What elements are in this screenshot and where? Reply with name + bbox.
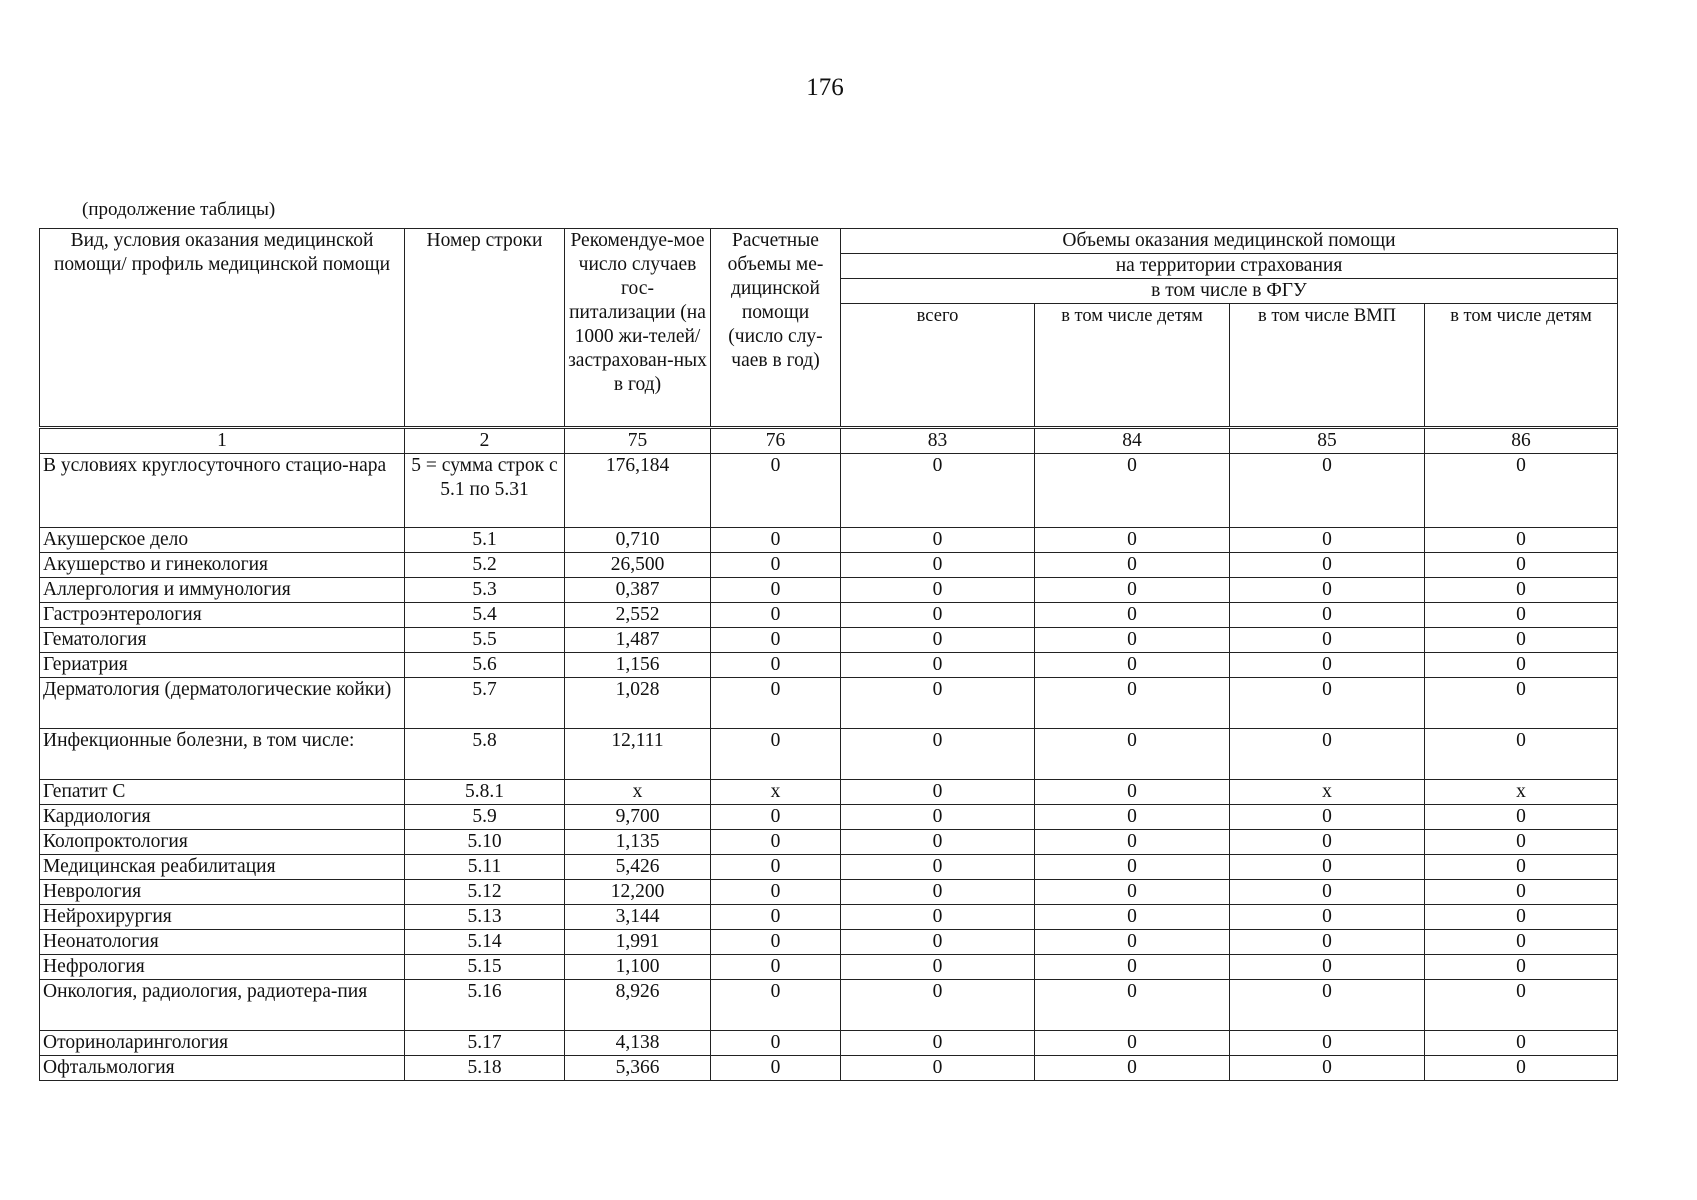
row-c76: 0 xyxy=(711,603,841,628)
row-c76: 0 xyxy=(711,1056,841,1081)
table-row xyxy=(40,603,1618,628)
row-c85: 0 xyxy=(1230,955,1425,980)
row-line: 5.14 xyxy=(405,930,565,955)
volumes-table xyxy=(39,228,1618,1081)
row-line: 5.10 xyxy=(405,830,565,855)
row-c75: 12,200 xyxy=(565,880,711,905)
row-c75: 1,135 xyxy=(565,830,711,855)
row-name: Гериатрия xyxy=(40,653,405,678)
row-c84: 0 xyxy=(1035,855,1230,880)
row-line: 5 = сумма строк с 5.1 по 5.31 xyxy=(405,454,565,528)
row-c76: 0 xyxy=(711,905,841,930)
row-line: 5.4 xyxy=(405,603,565,628)
row-c85: 0 xyxy=(1230,1056,1425,1081)
row-c76: 0 xyxy=(711,805,841,830)
row-c83: 0 xyxy=(841,1056,1035,1081)
row-c85: 0 xyxy=(1230,905,1425,930)
row-name: Дерматология (дерматологические койки) xyxy=(40,678,405,729)
row-c75: 26,500 xyxy=(565,553,711,578)
row-c84: 0 xyxy=(1035,454,1230,528)
table-row xyxy=(40,454,1618,528)
row-line: 5.17 xyxy=(405,1031,565,1056)
row-c86: 0 xyxy=(1425,578,1618,603)
row-c83: 0 xyxy=(841,553,1035,578)
row-c85: 0 xyxy=(1230,653,1425,678)
row-c86: х xyxy=(1425,780,1618,805)
row-c86: 0 xyxy=(1425,1031,1618,1056)
row-name: Акушерское дело xyxy=(40,528,405,553)
row-c84: 0 xyxy=(1035,955,1230,980)
row-c83: 0 xyxy=(841,578,1035,603)
col-num-75: 75 xyxy=(565,428,711,454)
row-c86: 0 xyxy=(1425,980,1618,1031)
row-name: Нейрохирургия xyxy=(40,905,405,930)
row-c83: 0 xyxy=(841,454,1035,528)
table-row xyxy=(40,855,1618,880)
row-c86: 0 xyxy=(1425,628,1618,653)
row-name: Аллергология и иммунология xyxy=(40,578,405,603)
row-c85: 0 xyxy=(1230,454,1425,528)
row-c84: 0 xyxy=(1035,603,1230,628)
table-row xyxy=(40,955,1618,980)
row-line: 5.6 xyxy=(405,653,565,678)
row-c86: 0 xyxy=(1425,905,1618,930)
table-row xyxy=(40,578,1618,603)
row-c76: 0 xyxy=(711,955,841,980)
row-c85: 0 xyxy=(1230,678,1425,729)
row-c76: 0 xyxy=(711,454,841,528)
row-line: 5.8.1 xyxy=(405,780,565,805)
row-c75: 1,156 xyxy=(565,653,711,678)
row-c83: 0 xyxy=(841,780,1035,805)
row-c84: 0 xyxy=(1035,553,1230,578)
row-c84: 0 xyxy=(1035,905,1230,930)
row-c84: 0 xyxy=(1035,830,1230,855)
header-vmp: в том числе ВМП xyxy=(1230,304,1425,428)
row-c83: 0 xyxy=(841,855,1035,880)
row-c86: 0 xyxy=(1425,729,1618,780)
page-number: 176 xyxy=(806,74,844,101)
row-c75: 1,028 xyxy=(565,678,711,729)
col-num-85: 85 xyxy=(1230,428,1425,454)
row-c84: 0 xyxy=(1035,930,1230,955)
row-name: Неонатология xyxy=(40,930,405,955)
row-c75: 8,926 xyxy=(565,980,711,1031)
row-c85: 0 xyxy=(1230,1031,1425,1056)
row-c76: 0 xyxy=(711,1031,841,1056)
table-row xyxy=(40,553,1618,578)
header-total: всего xyxy=(841,304,1035,428)
row-c84: 0 xyxy=(1035,1056,1230,1081)
row-name: Гастроэнтерология xyxy=(40,603,405,628)
row-c83: 0 xyxy=(841,805,1035,830)
header-children: в том числе детям xyxy=(1035,304,1230,428)
row-c83: 0 xyxy=(841,653,1035,678)
row-line: 5.12 xyxy=(405,880,565,905)
row-c86: 0 xyxy=(1425,955,1618,980)
col-num-2: 2 xyxy=(405,428,565,454)
row-line: 5.15 xyxy=(405,955,565,980)
row-c84: 0 xyxy=(1035,729,1230,780)
row-line: 5.16 xyxy=(405,980,565,1031)
row-name: Онкология, радиология, радиотера-пия xyxy=(40,980,405,1031)
col-num-83: 83 xyxy=(841,428,1035,454)
header-children-2: в том числе детям xyxy=(1425,304,1618,428)
row-c85: 0 xyxy=(1230,603,1425,628)
row-name: Оториноларингология xyxy=(40,1031,405,1056)
row-c84: 0 xyxy=(1035,628,1230,653)
row-c76: х xyxy=(711,780,841,805)
row-c83: 0 xyxy=(841,628,1035,653)
row-c85: 0 xyxy=(1230,528,1425,553)
row-c85: 0 xyxy=(1230,980,1425,1031)
table-row xyxy=(40,830,1618,855)
row-line: 5.11 xyxy=(405,855,565,880)
header-fgu: в том числе в ФГУ xyxy=(841,279,1618,304)
row-c86: 0 xyxy=(1425,603,1618,628)
row-c84: 0 xyxy=(1035,1031,1230,1056)
row-c75: 4,138 xyxy=(565,1031,711,1056)
row-c86: 0 xyxy=(1425,805,1618,830)
row-c75: 9,700 xyxy=(565,805,711,830)
row-name: Неврология xyxy=(40,880,405,905)
row-c76: 0 xyxy=(711,653,841,678)
row-c75: 2,552 xyxy=(565,603,711,628)
header-volumes: Объемы оказания медицинской помощи xyxy=(841,229,1618,254)
row-c83: 0 xyxy=(841,1031,1035,1056)
row-name: Кардиология xyxy=(40,805,405,830)
table-row xyxy=(40,780,1618,805)
table-row xyxy=(40,628,1618,653)
table-row xyxy=(40,880,1618,905)
row-c75: 3,144 xyxy=(565,905,711,930)
header-calculated: Расчетные объемы ме-дицинской помощи (число слу-чаев в год) xyxy=(711,229,841,428)
header-territory: на территории страхования xyxy=(841,254,1618,279)
row-c84: 0 xyxy=(1035,780,1230,805)
row-line: 5.13 xyxy=(405,905,565,930)
row-c76: 0 xyxy=(711,830,841,855)
row-c83: 0 xyxy=(841,980,1035,1031)
row-c85: 0 xyxy=(1230,855,1425,880)
table-row xyxy=(40,729,1618,780)
row-name: Медицинская реабилитация xyxy=(40,855,405,880)
row-name: Гематология xyxy=(40,628,405,653)
row-c76: 0 xyxy=(711,528,841,553)
row-line: 5.1 xyxy=(405,528,565,553)
row-c76: 0 xyxy=(711,678,841,729)
row-c75: х xyxy=(565,780,711,805)
row-c76: 0 xyxy=(711,930,841,955)
row-c86: 0 xyxy=(1425,653,1618,678)
row-c83: 0 xyxy=(841,930,1035,955)
row-name: Гепатит С xyxy=(40,780,405,805)
row-name: Инфекционные болезни, в том числе: xyxy=(40,729,405,780)
row-c76: 0 xyxy=(711,880,841,905)
table-row xyxy=(40,1031,1618,1056)
table-row xyxy=(40,805,1618,830)
row-c75: 1,487 xyxy=(565,628,711,653)
row-line: 5.9 xyxy=(405,805,565,830)
table-row xyxy=(40,653,1618,678)
row-c86: 0 xyxy=(1425,454,1618,528)
row-c85: 0 xyxy=(1230,805,1425,830)
row-c76: 0 xyxy=(711,578,841,603)
table-row xyxy=(40,930,1618,955)
row-name: Офтальмология xyxy=(40,1056,405,1081)
row-c75: 1,100 xyxy=(565,955,711,980)
header-line-number: Номер строки xyxy=(405,229,565,428)
row-c76: 0 xyxy=(711,855,841,880)
row-c85: 0 xyxy=(1230,930,1425,955)
row-c83: 0 xyxy=(841,729,1035,780)
row-c83: 0 xyxy=(841,678,1035,729)
row-c85: х xyxy=(1230,780,1425,805)
row-name: Акушерство и гинекология xyxy=(40,553,405,578)
row-c75: 5,426 xyxy=(565,855,711,880)
row-c83: 0 xyxy=(841,603,1035,628)
row-c84: 0 xyxy=(1035,653,1230,678)
col-num-86: 86 xyxy=(1425,428,1618,454)
row-c85: 0 xyxy=(1230,578,1425,603)
row-c85: 0 xyxy=(1230,830,1425,855)
row-line: 5.2 xyxy=(405,553,565,578)
row-c75: 0,387 xyxy=(565,578,711,603)
table-row xyxy=(40,905,1618,930)
table-row xyxy=(40,678,1618,729)
row-c75: 1,991 xyxy=(565,930,711,955)
row-line: 5.8 xyxy=(405,729,565,780)
row-c86: 0 xyxy=(1425,880,1618,905)
row-line: 5.7 xyxy=(405,678,565,729)
row-c76: 0 xyxy=(711,553,841,578)
row-c75: 0,710 xyxy=(565,528,711,553)
row-c85: 0 xyxy=(1230,628,1425,653)
row-line: 5.18 xyxy=(405,1056,565,1081)
row-c83: 0 xyxy=(841,880,1035,905)
row-name: В условиях круглосуточного стацио-нара xyxy=(40,454,405,528)
table-row xyxy=(40,1056,1618,1081)
row-c83: 0 xyxy=(841,905,1035,930)
row-c84: 0 xyxy=(1035,880,1230,905)
col-num-76: 76 xyxy=(711,428,841,454)
row-c86: 0 xyxy=(1425,553,1618,578)
row-c83: 0 xyxy=(841,528,1035,553)
row-c86: 0 xyxy=(1425,930,1618,955)
row-c75: 5,366 xyxy=(565,1056,711,1081)
col-num-1: 1 xyxy=(40,428,405,454)
row-name: Нефрология xyxy=(40,955,405,980)
row-c85: 0 xyxy=(1230,880,1425,905)
col-num-84: 84 xyxy=(1035,428,1230,454)
row-c75: 176,184 xyxy=(565,454,711,528)
table-row xyxy=(40,980,1618,1031)
row-c86: 0 xyxy=(1425,528,1618,553)
row-c86: 0 xyxy=(1425,855,1618,880)
row-c85: 0 xyxy=(1230,729,1425,780)
header-recommended: Рекомендуе-мое число случаев гос-питализации (на 1000 жи-телей/ застрахован-ных в год) xyxy=(565,229,711,428)
continuation-label: (продолжение таблицы) xyxy=(82,199,276,220)
row-c84: 0 xyxy=(1035,578,1230,603)
row-c85: 0 xyxy=(1230,553,1425,578)
row-c84: 0 xyxy=(1035,528,1230,553)
row-c83: 0 xyxy=(841,955,1035,980)
row-c84: 0 xyxy=(1035,805,1230,830)
header-type: Вид, условия оказания медицинской помощи/ профиль медицинской помощи xyxy=(40,229,405,428)
table-row xyxy=(40,528,1618,553)
row-c83: 0 xyxy=(841,830,1035,855)
row-c76: 0 xyxy=(711,729,841,780)
row-name: Колопроктология xyxy=(40,830,405,855)
row-c86: 0 xyxy=(1425,1056,1618,1081)
row-line: 5.3 xyxy=(405,578,565,603)
row-c76: 0 xyxy=(711,628,841,653)
row-line: 5.5 xyxy=(405,628,565,653)
row-c86: 0 xyxy=(1425,830,1618,855)
row-c76: 0 xyxy=(711,980,841,1031)
row-c75: 12,111 xyxy=(565,729,711,780)
row-c86: 0 xyxy=(1425,678,1618,729)
column-number-row xyxy=(40,428,1618,454)
row-c84: 0 xyxy=(1035,980,1230,1031)
row-c84: 0 xyxy=(1035,678,1230,729)
